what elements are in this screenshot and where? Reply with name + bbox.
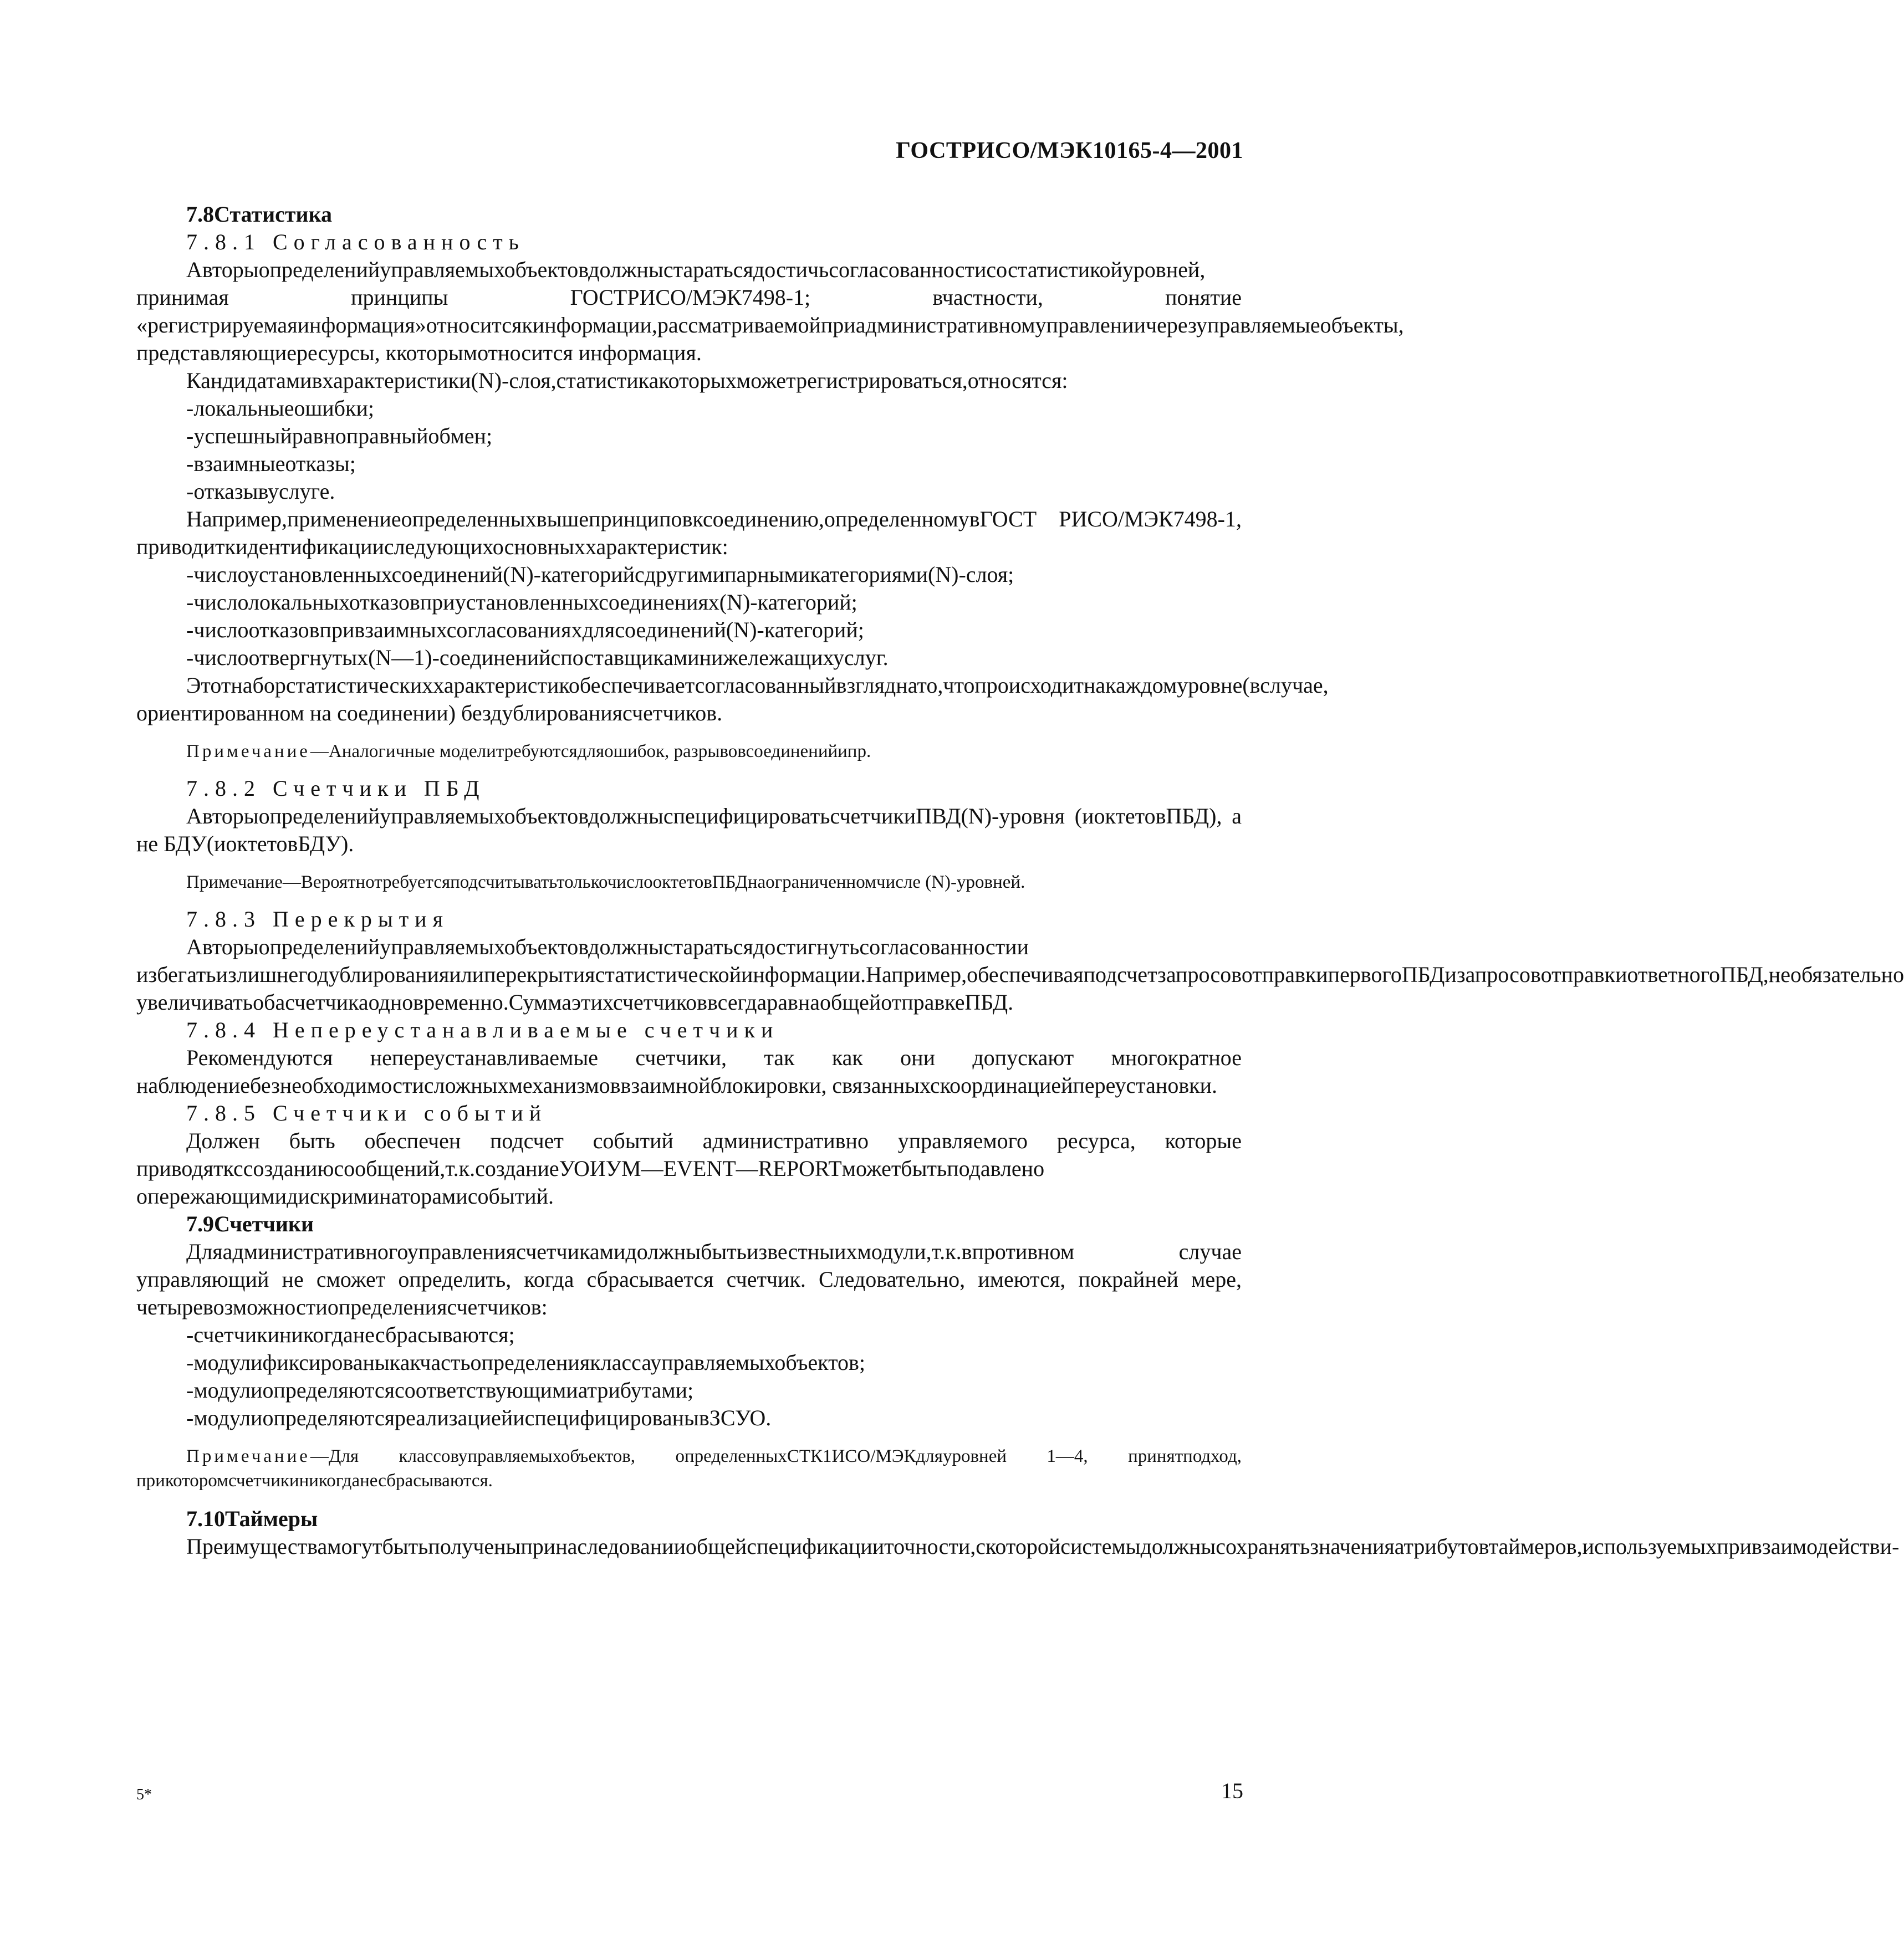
list-item: -модулификсированыкакчастьопределенияклассауправляемыхобъектов;: [186, 1350, 866, 1375]
footer-signature-mark: 5*: [136, 1786, 152, 1803]
page-content: [136, 201, 1904, 1561]
note-label: Примечание: [186, 741, 310, 761]
list-item: -локальныеошибки;: [186, 396, 374, 421]
paragraph: АвторыопределенийуправляемыхобъектовдолжныспецифицироватьсчетчикиПВД(N)-уровня (иоктетовПБД), а не БДУ(иоктетовБДУ).: [136, 804, 1242, 856]
standard-header: ГОСТРИСО/МЭК10165-4—2001: [896, 138, 1243, 163]
note: [136, 739, 1242, 764]
paragraph: Кандидатамивхарактеристики(N)-слоя,статистикакоторыхможетрегистрироваться,относятся:: [186, 368, 1068, 393]
subsection-7-8-5-title: 7.8.5 Счетчики событий: [186, 1101, 548, 1126]
note: [136, 1444, 1242, 1493]
note-label: Примечание: [186, 1446, 310, 1466]
list-item: -взаимныеотказы;: [186, 451, 356, 476]
section-7-10-title: 7.10Таймеры: [186, 1506, 318, 1531]
subsection-7-8-3-title: 7.8.3 Перекрытия: [186, 907, 449, 932]
paragraph: Авторыопределенийуправляемыхобъектовдолжныстаратьсядостичьсогласованностисостатистикойуровней, принимая принципы ГОСТРИСО/МЭК7498-1; вчастности, понятие «регистрируемаяинформация»относитсякинформации,рассматриваемойприадминистративномуправлениичерезуправляемыеобъекты, представляющиересурсы, ккоторымотносится информация.: [136, 257, 1404, 365]
subsection-7-8-4-title: 7.8.4 Непереустанавливаемые счетчики: [186, 1017, 779, 1042]
list-item: -числоотказовпривзаимныхсогласованияхдлясоединений(N)-категорий;: [186, 617, 864, 642]
section-7-8-title: 7.8Статистика: [186, 202, 333, 227]
paragraph: Авторыопределенийуправляемыхобъектовдолжныстаратьсядостигнутьсогласованностии избегатьизлишнегодублированияилиперекрытиястатистическойинформации.Например,обеспечиваяподсчетзапросовотправкипервогоПБДизапросовотправкиответногоПБД,необязательно увеличиватьобасчетчикаодновременно.СуммаэтихсчетчиковвсегдаравнаобщейотправкеПБД.: [136, 934, 1904, 1015]
list-item: -числолокальныхотказовприустановленныхсоединениях(N)-категорий;: [186, 590, 857, 615]
note-label: Примечание: [186, 872, 283, 892]
subsection-7-8-1-title: 7.8.1 Согласованность: [186, 229, 525, 254]
note: [136, 870, 1242, 894]
list-item: -модулиопределяютсясоответствующимиатрибутами;: [186, 1378, 694, 1403]
list-item: -числоотвергнутых(N—1)-соединенийспоставщикаминижележащихуслуг.: [186, 645, 889, 670]
note-text: —ВероятнотребуетсяподсчитыватьтолькочислооктетовПБДнаограниченномчисле (N)-уровней.: [282, 872, 1025, 892]
paragraph: Этотнаборстатистическиххарактеристикобеспечиваетсогласованныйвзгляднато,чтопроисходитнакаждомуровне(вслучае, ориентированном на соединении) бездублированиясчетчиков.: [136, 673, 1329, 725]
subsection-7-8-2-title: 7.8.2 Счетчики ПБД: [186, 776, 486, 801]
paragraph: Например,применениеопределенныхвышепринциповксоединению,определенномувГОСТ РИСО/МЭК7498-1, приводиткидентификацииследующихосновныххарактеристик:: [136, 507, 1242, 559]
list-item: -модулиопределяютсяреализациейиспецифицированывЗСУО.: [186, 1405, 772, 1430]
page-number: 15: [1221, 1778, 1243, 1803]
list-item: -отказывуслуге.: [186, 479, 335, 504]
note-text: —Аналогичные моделитребуютсядляошибок, разрывовсоединенийипр.: [310, 741, 871, 761]
paragraph: Должен быть обеспечен подсчет событий административно управляемого ресурса, которые приводяткссозданиюсообщений,т.к.созданиеУОИУМ—EVENT—REPORTможетбытьподавлено опережающимидискриминаторамисобытий.: [136, 1128, 1242, 1209]
list-item: -счетчикиникогданесбрасываются;: [186, 1322, 515, 1347]
list-item: -числоустановленныхсоединений(N)-категорийсдругимипарнымикатегориями(N)-слоя;: [186, 562, 1014, 587]
section-7-9-title: 7.9Счетчики: [186, 1211, 314, 1236]
paragraph: Дляадминистративногоуправлениясчетчикамидолжныбытьизвестныихмодули,т.к.впротивном случае управляющий не сможет определить, когда сбрасывается счетчик. Следовательно, имеются, покрайней мере, четыревозможностиопределениясчетчиков:: [136, 1239, 1242, 1319]
paragraph: Рекомендуются непереустанавливаемые счетчики, так как они допускают многократное наблюдениебезнеобходимостисложныхмеханизмоввзаимнойблокировки, связанныхскоординациейпереустановки.: [136, 1045, 1242, 1098]
paragraph: Преимуществамогутбытьполученыпринаследованииобщейспецификацииточности,скоторойсистемыдолжнысохранятьзначенияатрибутовтаймеров,используемыхпривзаимодействи-: [186, 1534, 1900, 1559]
note-text: —Для классовуправляемыхобъектов, определенныхСТК1ИСО/МЭКдляуровней 1—4, принятподход, прикоторомсчетчикиникогданесбрасываются.: [136, 1446, 1242, 1491]
list-item: -успешныйравноправныйобмен;: [186, 423, 493, 448]
